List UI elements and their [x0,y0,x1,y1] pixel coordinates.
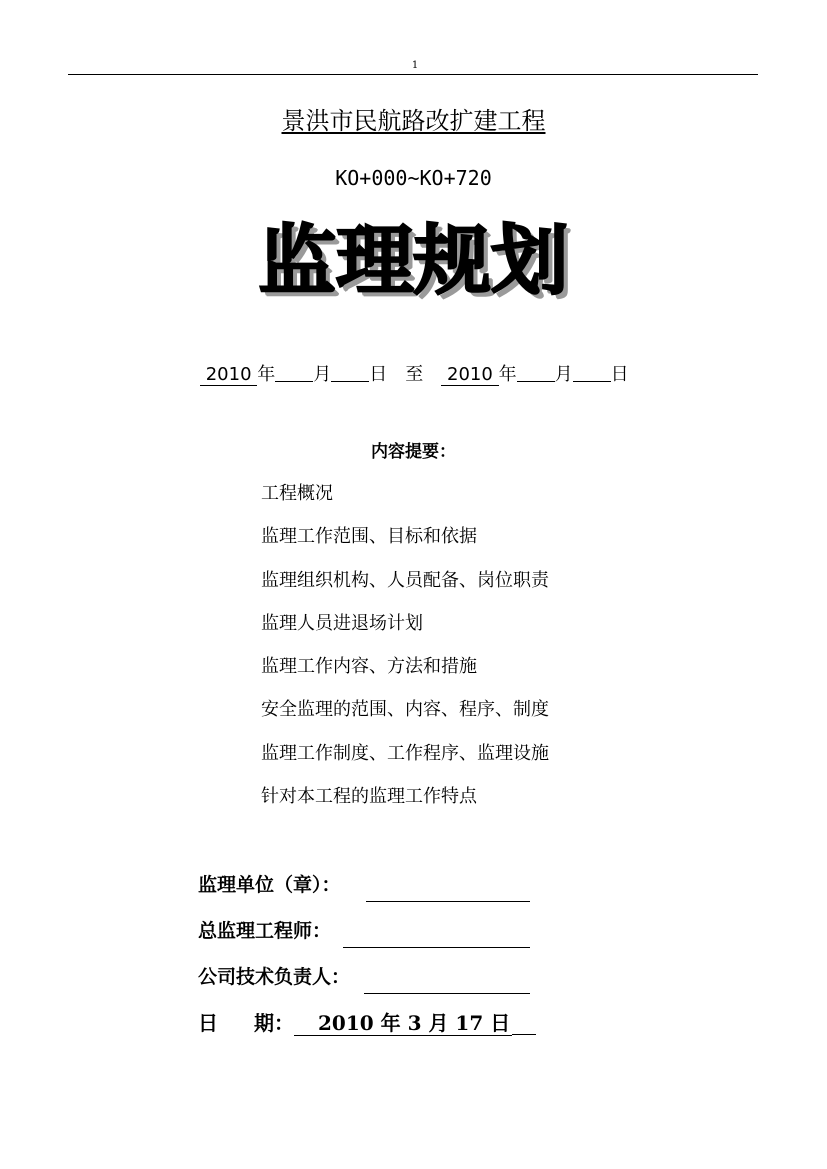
page-number: 1 [411,60,419,71]
period-year-char-1: 年 [257,364,276,385]
technical-head-line [364,993,530,994]
chief-engineer-line [343,947,530,948]
period-day-char-2: 日 [610,364,629,385]
date-label-period: 期： [254,1011,294,1035]
technical-head-label: 公司技术负责人： [198,966,351,988]
period-to: 至 [405,364,424,385]
contents-list [261,482,549,828]
date-value: 2010 年 3 月 17 日 [294,1011,512,1036]
period-start-day-blank [331,363,369,382]
list-item: 监理组织机构、人员配备、岗位职责 [261,569,549,591]
list-item: 工程概况 [261,483,333,504]
list-item: 监理工作制度、工作程序、监理设施 [261,742,549,764]
period-end-day-blank [573,363,611,382]
period-month-char-2: 月 [554,364,573,385]
period-month-char-1: 月 [313,364,332,385]
technical-head-row [198,962,538,1008]
period-end-month-blank [517,363,555,382]
summary-heading: 内容提要： [371,442,456,462]
section-range: KO+000~KO+720 [335,166,492,190]
project-title: 景洪市民航路改扩建工程 [281,107,546,135]
period-day-char-1: 日 [369,364,388,385]
list-item: 监理工作范围、目标和依据 [261,526,477,548]
date-label-day: 日 [198,1011,218,1035]
period-line [200,362,700,388]
chief-engineer-label: 总监理工程师： [198,920,332,942]
period-end-year: 2010 [441,365,498,386]
list-item: 安全监理的范围、内容、程序、制度 [261,699,549,721]
period-start-month-blank [275,363,313,382]
period-start-year: 2010 [200,365,257,386]
supervision-unit-row [198,870,538,916]
document-title: 监理规划 [258,216,569,305]
list-item: 监理工作内容、方法和措施 [261,656,477,678]
date-row [198,1008,538,1048]
list-item: 监理人员进退场计划 [261,612,423,634]
period-year-char-2: 年 [498,364,517,385]
chief-engineer-row [198,916,538,962]
supervision-unit-line [366,901,530,902]
list-item: 针对本工程的监理工作特点 [261,786,477,808]
signature-block [198,870,538,1048]
supervision-unit-label: 监理单位（章）： [198,874,341,896]
header-rule [68,74,758,75]
